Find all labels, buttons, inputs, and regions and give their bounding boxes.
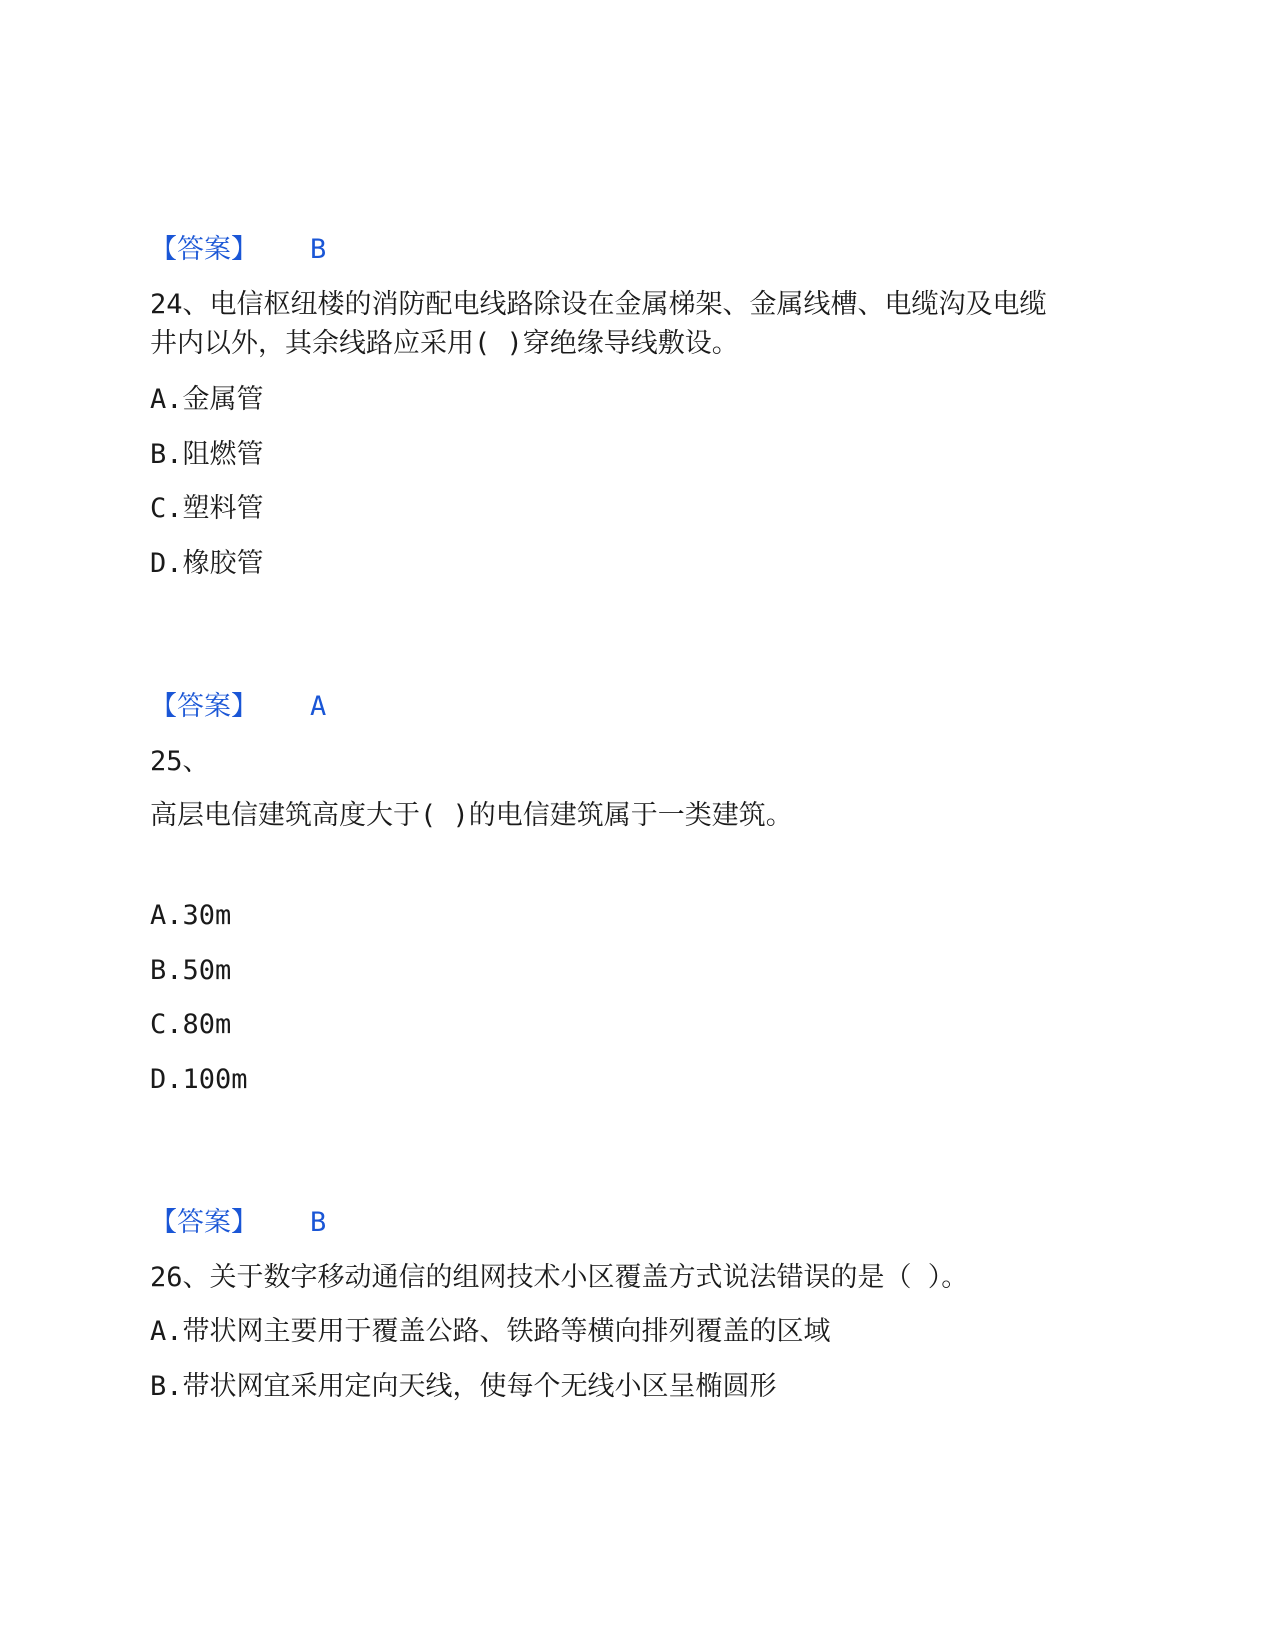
- question-24-option-d: D.橡胶管: [150, 548, 264, 579]
- question-25-option-b: B.50m: [150, 955, 232, 986]
- question-26-option-b: B.带状网宜采用定向天线，使每个无线小区呈椭圆形: [150, 1371, 777, 1402]
- question-25-number: 25、: [150, 746, 210, 777]
- question-25-option-a: A.30m: [150, 900, 232, 931]
- question-24-option-a: A.金属管: [150, 384, 264, 415]
- answer-row: [150, 687, 550, 727]
- question-24-option-b: B.阻燃管: [150, 439, 264, 470]
- question-24-option-c: C.塑料管: [150, 493, 264, 524]
- answer-value: A: [310, 691, 327, 722]
- question-25-option-c: C.80m: [150, 1009, 232, 1040]
- question-26-option-a: A.带状网主要用于覆盖公路、铁路等横向排列覆盖的区域: [150, 1316, 831, 1347]
- question-25-stem: 高层电信建筑高度大于( )的电信建筑属于一类建筑。: [150, 800, 793, 831]
- answer-row: [150, 1203, 550, 1243]
- question-25-option-d: D.100m: [150, 1064, 248, 1095]
- answer-row: [150, 230, 550, 270]
- question-24-stem-line2: 井内以外，其余线路应采用( )穿绝缘导线敷设。: [150, 328, 739, 359]
- answer-value: B: [310, 234, 327, 265]
- answer-value: B: [310, 1207, 327, 1238]
- answer-label: 【答案】: [150, 1207, 258, 1238]
- answer-label: 【答案】: [150, 691, 258, 722]
- question-24-stem-line1: 24、电信枢纽楼的消防配电线路除设在金属梯架、金属线槽、电缆沟及电缆: [150, 289, 1047, 320]
- question-26-stem: 26、关于数字移动通信的组网技术小区覆盖方式说法错误的是（ ）。: [150, 1262, 969, 1293]
- answer-label: 【答案】: [150, 234, 258, 265]
